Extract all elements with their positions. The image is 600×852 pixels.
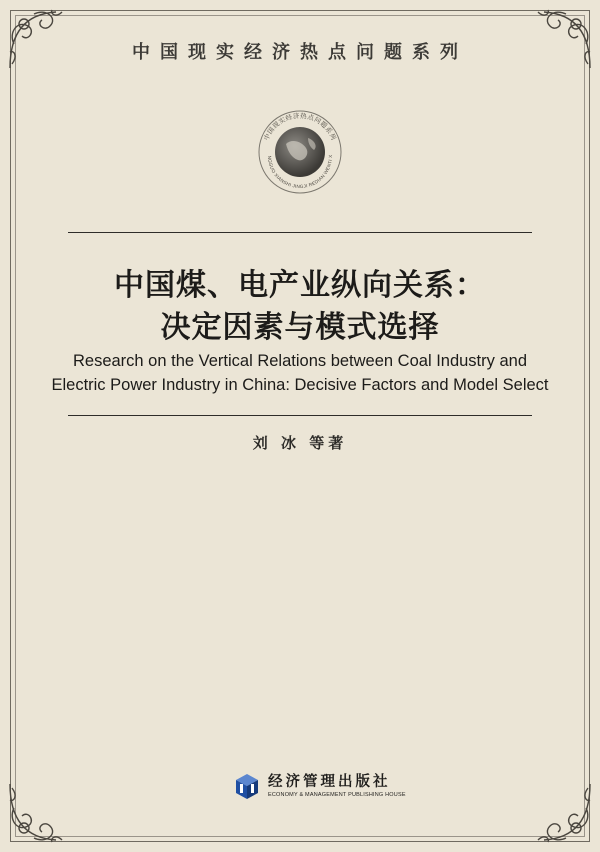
corner-ornament-icon bbox=[4, 778, 74, 848]
author: 刘 冰 等著 bbox=[252, 434, 348, 452]
title-cn-line2: 决定因素与模式选择 bbox=[160, 310, 440, 345]
corner-ornament-icon bbox=[526, 778, 596, 848]
publisher-name-cn: 经济管理出版社 bbox=[268, 773, 391, 790]
series-title: 中国现实经济热点问题系列 bbox=[132, 42, 468, 63]
publisher-name-en: ECONOMY & MANAGEMENT PUBLISHING HOUSE bbox=[268, 791, 406, 798]
title-en-line2: Electric Power Industry in China: Decisive Factors and Model Select bbox=[51, 376, 549, 394]
globe-emblem-icon bbox=[256, 108, 344, 196]
divider-bottom bbox=[68, 415, 532, 416]
emblem-ring-text-top: 中国现实经济热点问题系列 bbox=[262, 111, 338, 142]
cube-logo-icon bbox=[232, 771, 262, 801]
divider-top bbox=[68, 232, 532, 233]
publisher bbox=[232, 770, 406, 802]
emblem-ring-text-bottom: NGGUO XIANSHI JINGJI REDIAN WENTI X bbox=[266, 154, 334, 190]
title-cn-line1: 中国煤、电产业纵向关系： bbox=[114, 268, 486, 303]
title-en-line1: Research on the Vertical Relations between Coal Industry and bbox=[72, 352, 528, 370]
